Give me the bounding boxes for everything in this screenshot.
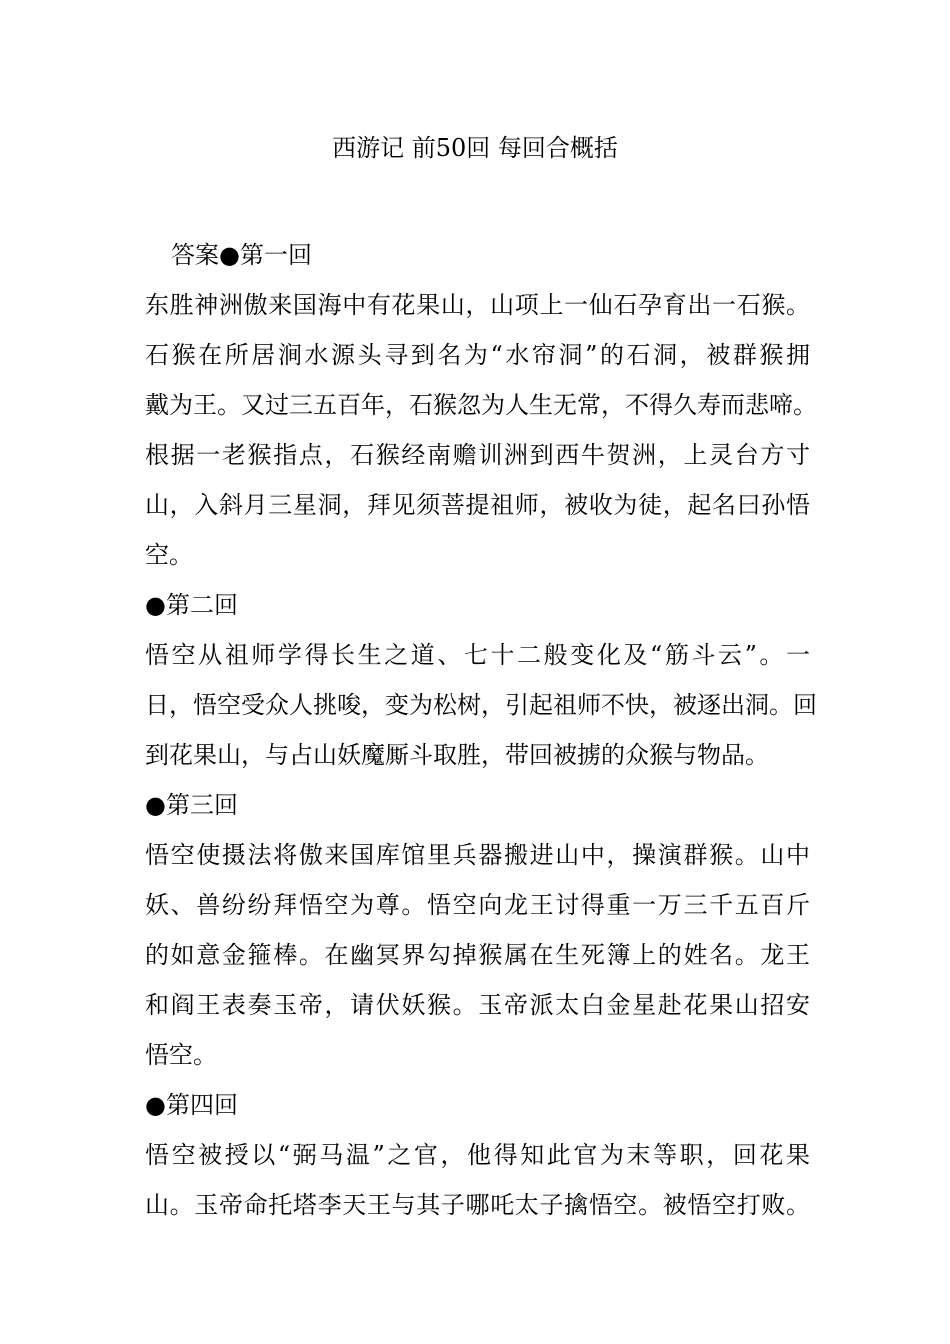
paragraph-line: 石猴在所居涧水源头寻到名为“水帘洞”的石洞，被群猴拥	[145, 341, 810, 369]
paragraph-line: 和阎王表奏玉帝，请伏妖猴。玉帝派太白金星赴花果山招安	[145, 991, 810, 1019]
document-title: 西游记 前50回 每回合概括	[332, 134, 618, 162]
paragraph-line: 到花果山，与占山妖魔厮斗取胜，带回被掳的众猴与物品。	[145, 741, 769, 769]
paragraph-line: 悟空。	[145, 1041, 217, 1069]
paragraph-line: 妖、兽纷纷拜悟空为尊。悟空向龙王讨得重一万三千五百斤	[145, 891, 810, 919]
paragraph-line: 空。	[145, 541, 193, 569]
paragraph-line: 山，入斜月三星洞，拜见须菩提祖师，被收为徒，起名曰孙悟	[145, 491, 810, 519]
paragraph-line: 根据一老猴指点，石猴经南赡训洲到西牛贺洲，上灵台方寸	[145, 441, 810, 469]
section-heading-4: ●第四回	[145, 1091, 238, 1119]
paragraph-line: 悟空从祖师学得长生之道、七十二般变化及“筋斗云”。一	[145, 641, 810, 669]
paragraph-line: 山。玉帝命托塔李天王与其子哪吒太子擒悟空。被悟空打败。	[145, 1191, 810, 1219]
paragraph-line: 的如意金箍棒。在幽冥界勾掉猴属在生死簿上的姓名。龙王	[145, 941, 810, 969]
paragraph-line: 日，悟空受众人挑唆，变为松树，引起祖师不快，被逐出洞。回	[145, 691, 817, 719]
section-heading-2: ●第二回	[145, 591, 238, 619]
paragraph-line: 悟空被授以“弼马温”之官，他得知此官为末等职，回花果	[145, 1141, 810, 1169]
section-heading-text: ●第一回	[219, 241, 312, 269]
answer-label: 答案	[171, 241, 219, 269]
paragraph-line: 东胜神洲傲来国海中有花果山，山项上一仙石孕育出一石猴。	[145, 291, 810, 319]
paragraph-line: 戴为王。又过三五百年，石猴忽为人生无常，不得久寿而悲啼。	[145, 391, 817, 419]
section-heading-1	[145, 230, 810, 280]
paragraph-line: 悟空使摄法将傲来国库馆里兵器搬进山中，操演群猴。山中	[145, 841, 810, 869]
section-heading-3: ●第三回	[145, 791, 238, 819]
document-body	[145, 230, 817, 1230]
